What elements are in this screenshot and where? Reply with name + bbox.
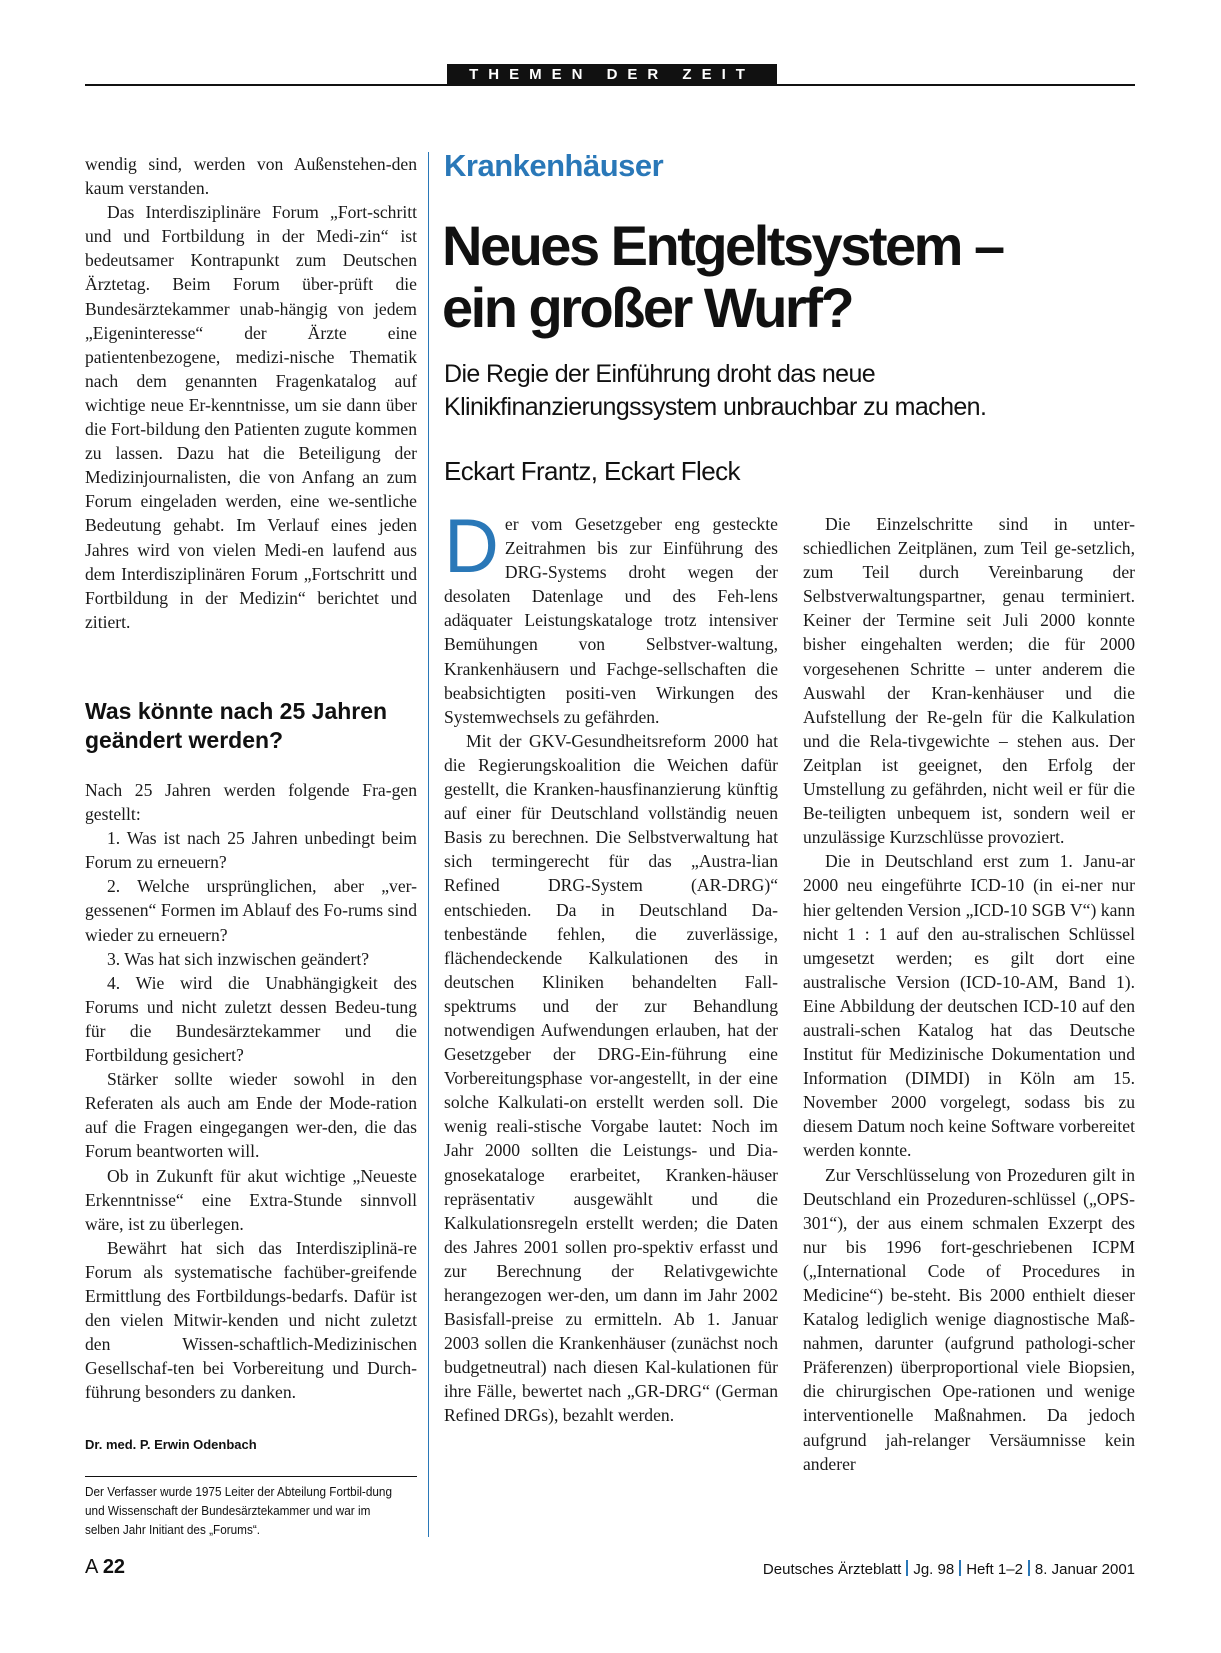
publication-info [763,1560,1135,1578]
subheading: Was könnte nach 25 Jahren geändert werden? [85,698,388,753]
volume: Jg. 98 [913,1561,955,1578]
list-item: 4. Wie wird die Unabhängigkeit des Forums und nicht zuletzt dessen Bedeu-tung für die Bundesärztekammer und die Fortbildung gesichert? [85,972,417,1066]
lede-line: Die Regie der Einführung droht das neue [444,360,876,388]
separator [959,1560,961,1576]
paragraph-text: er vom Gesetzgeber eng gesteckte Zeitrahmen bis zur Einführung des DRG-Systems droht wegen der desolaten Datenlage und des Feh-lens adäquater Leistungskataloge trotz intensiver Bemühungen von Selbstver-waltung, Krankenhäusern und Fachge-sellschaften die beabsichtigten positi-ven Wirkungen des Systemwechsels zu gefährden. [444,514,778,727]
author-signature: Dr. med. P. Erwin Odenbach [85,1437,257,1452]
lede-line: Klinikfinanzierungssystem unbrauchbar zu machen. [444,393,987,421]
page-number [85,1556,125,1579]
article-column-2 [803,512,1135,1476]
list-item: 1. Was ist nach 25 Jahren unbedingt beim Forum zu erneuern? [85,828,417,873]
page-prefix: A [85,1556,98,1578]
paragraph: wendig sind, werden von Außenstehen-den kaum verstanden. [85,154,417,199]
list-item: 2. Welche ursprünglichen, aber „ver-gessenen“ Formen im Ablauf des Fo-rums sind wieder zu erneuern? [85,876,417,945]
list-item: 3. Was hat sich inzwischen geändert? [107,948,370,969]
lede [444,358,1144,424]
paragraph: Das Interdisziplinäre Forum „Fort-schritt und und Fortbildung in der Medi-zin“ ist bedeutsamer Kontrapunkt zum Deutschen Ärztetag. Beim Forum über-prüft die Bundesärztekammer unab-hängig von jedem „Eigeninteresse“ der Ärzte eine patientenbezogene, medizi-nische Thematik nach dem genannten Fragenkatalog auf wichtige neue Er-kenntnisse, um sie dann über die Fort-bildung den Patienten zugute kommen zu lassen. Dazu hat die Beteiligung der Medizinjournalisten, die von Anfang an zum Forum eingeladen werden, eine we-sentliche Bedeutung gehabt. Im Verlauf eines jeden Jahres wird von vielen Medi-en laufend aus dem Interdisziplinären Forum „Fortschritt und Fortbildung in der Medizin“ berichtet und zitiert. [85,202,417,632]
paragraph: Nach 25 Jahren werden folgende Fra-gen gestellt: [85,780,417,825]
article-column-1 [444,504,778,1428]
journal-name: Deutsches Ärzteblatt [762,1561,902,1578]
section-label: THEMEN DER ZEIT [447,64,777,85]
date: 8. Januar 2001 [1034,1561,1135,1578]
separator [906,1560,908,1576]
headline-line: Neues Entgeltsystem – [442,214,1003,277]
left-column-top [85,152,417,634]
paragraph [444,504,778,729]
byline: Eckart Frantz, Eckart Fleck [444,456,740,486]
paragraph: Mit der GKV-Gesundheitsreform 2000 hat die Regierungskoalition die Weichen dafür gestellt, die Kranken-hausfinanzierung künftig auf einer für Deutschland vollständig neuen Basis zu berechnen. Die Selbstverwaltung hat sich termingerecht für das „Austra-lian Refined DRG-System (AR-DRG)“ entschieden. Da in Deutschland Da-tenbestände fehlen, die zuverlässige, flächendeckende Kalkulationen des in deutschen Kliniken behandelten Fall-spektrums und der zur Behandlung notwendigen Aufwendungen erlauben, hat der Gesetzgeber der DRG-Ein-führung eine Vorbereitungsphase vor-angestellt, in der eine solche Kalkulati-on erstellt werden soll. Die wenig reali-stische Vorgabe lautet: Noch im Jahr 2000 sollten die Leistungs- und Dia-gnosekataloge erarbeitet, Kranken-häuser repräsentativ ausgewählt und die Kalkulationsregeln erstellt werden; die Daten des Jahres 2001 sollen pro-spektiv erfasst und zur Berechnung der Relativgewichte herangezogen wer-den, um dann im Jahr 2002 Basisfall-preise zu ermitteln. Ab 1. Januar 2003 sollen die Krankenhäuser (zunächst noch budgetneutral) nach diesen Kal-kulationen für ihre Fälle, bewertet nach „GR-DRG“ (German Refined DRGs), bezahlt werden. [444,730,778,1426]
footnote-rule [85,1476,417,1477]
paragraph: Stärker sollte wieder sowohl in den Referaten als auch am Ende der Mode-ration auf die Fragen eingegangen wer-den, die das Forum beantworten will. [85,1069,417,1162]
rubric: Krankenhäuser [444,148,664,183]
separator [1028,1560,1030,1576]
issue: Heft 1–2 [966,1561,1023,1578]
footnote: Der Verfasser wurde 1975 Leiter der Abteilung Fortbil-dung und Wissenschaft der Bundesärztekammer und war im selben Jahr Initiant des „Forums“. [85,1485,392,1537]
headline [442,215,1142,339]
drop-cap: D [444,504,499,589]
page-number-value: 22 [102,1556,126,1578]
left-column-bottom [85,778,417,1404]
column-divider [428,152,429,1537]
paragraph: Bewährt hat sich das Interdisziplinä-re Forum als systematische fachüber-greifende Ermittlung des Fortbildungs-bedarfs. Dafür ist den vielen Mitwir-kenden und nicht zuletzt den Wissen-schaftlich-Medizinischen Gesellschaf-ten bei Vorbereitung und Durch-führung besonders zu danken. [85,1237,417,1403]
paragraph: Zur Verschlüsselung von Prozeduren gilt in Deutschland ein Prozeduren-schlüssel („OPS-301“), der aus einem schmalen Exzerpt des nur bis 1996 fort-geschriebenen ICPM („International Code of Procedures in Medicine“) be-steht. Bis 2000 enthielt dieser Katalog lediglich wenige diagnostische Maß-nahmen, darunter (aufgrund pathologi-scher Präferenzen) überproportional viele Biopsien, die chirurgischen Ope-rationen und wenige interventionelle Maßnahmen. Da jedoch aufgrund jah-relanger Versäumnisse kein anderer [803,1164,1135,1474]
paragraph: Die in Deutschland erst zum 1. Janu-ar 2000 neu eingeführte ICD-10 (in ei-ner nur hier geltenden Version „ICD-10 SGB V“) kann nicht 1 : 1 auf den au-stralischen Schlüssel umgesetzt werden; es gilt dort eine australische Version (ICD-10-AM, Band 1). Eine Abbildung der deutschen ICD-10 auf den australi-schen Katalog hat das Deutsche Institut für Medizinische Dokumentation und Information (DIMDI) in Köln am 15. November 2000 vorgelegt, sodass bis zu diesem Datum noch keine Software vorbereitet werden konnte. [803,851,1135,1161]
paragraph: Ob in Zukunft für akut wichtige „Neueste Erkenntnisse“ eine Extra-Stunde sinnvoll wäre, ist zu überlegen. [85,1165,417,1234]
headline-line: ein großer Wurf? [442,276,853,339]
paragraph: Die Einzelschritte sind in unter-schiedlichen Zeitplänen, zum Teil ge-setzlich, zum Teil durch Vereinbarung der Selbstverwaltungspartner, genau terminiert. Keiner der Termine seit Juli 2000 konnte bisher eingehalten werden; die für 2000 vorgesehenen Schritte – unter anderem die Auswahl der Kran-kenhäuser und die Aufstellung der Re-geln für die Kalkulation und die Rela-tivgewichte – stehen aus. Der Zeitplan ist geeignet, den Erfolg der Umstellung zu gefährden, nicht weil er für die Be-teiligten unbequem ist, sondern weil er unzulässige Kurzschlüsse provoziert. [803,514,1135,848]
